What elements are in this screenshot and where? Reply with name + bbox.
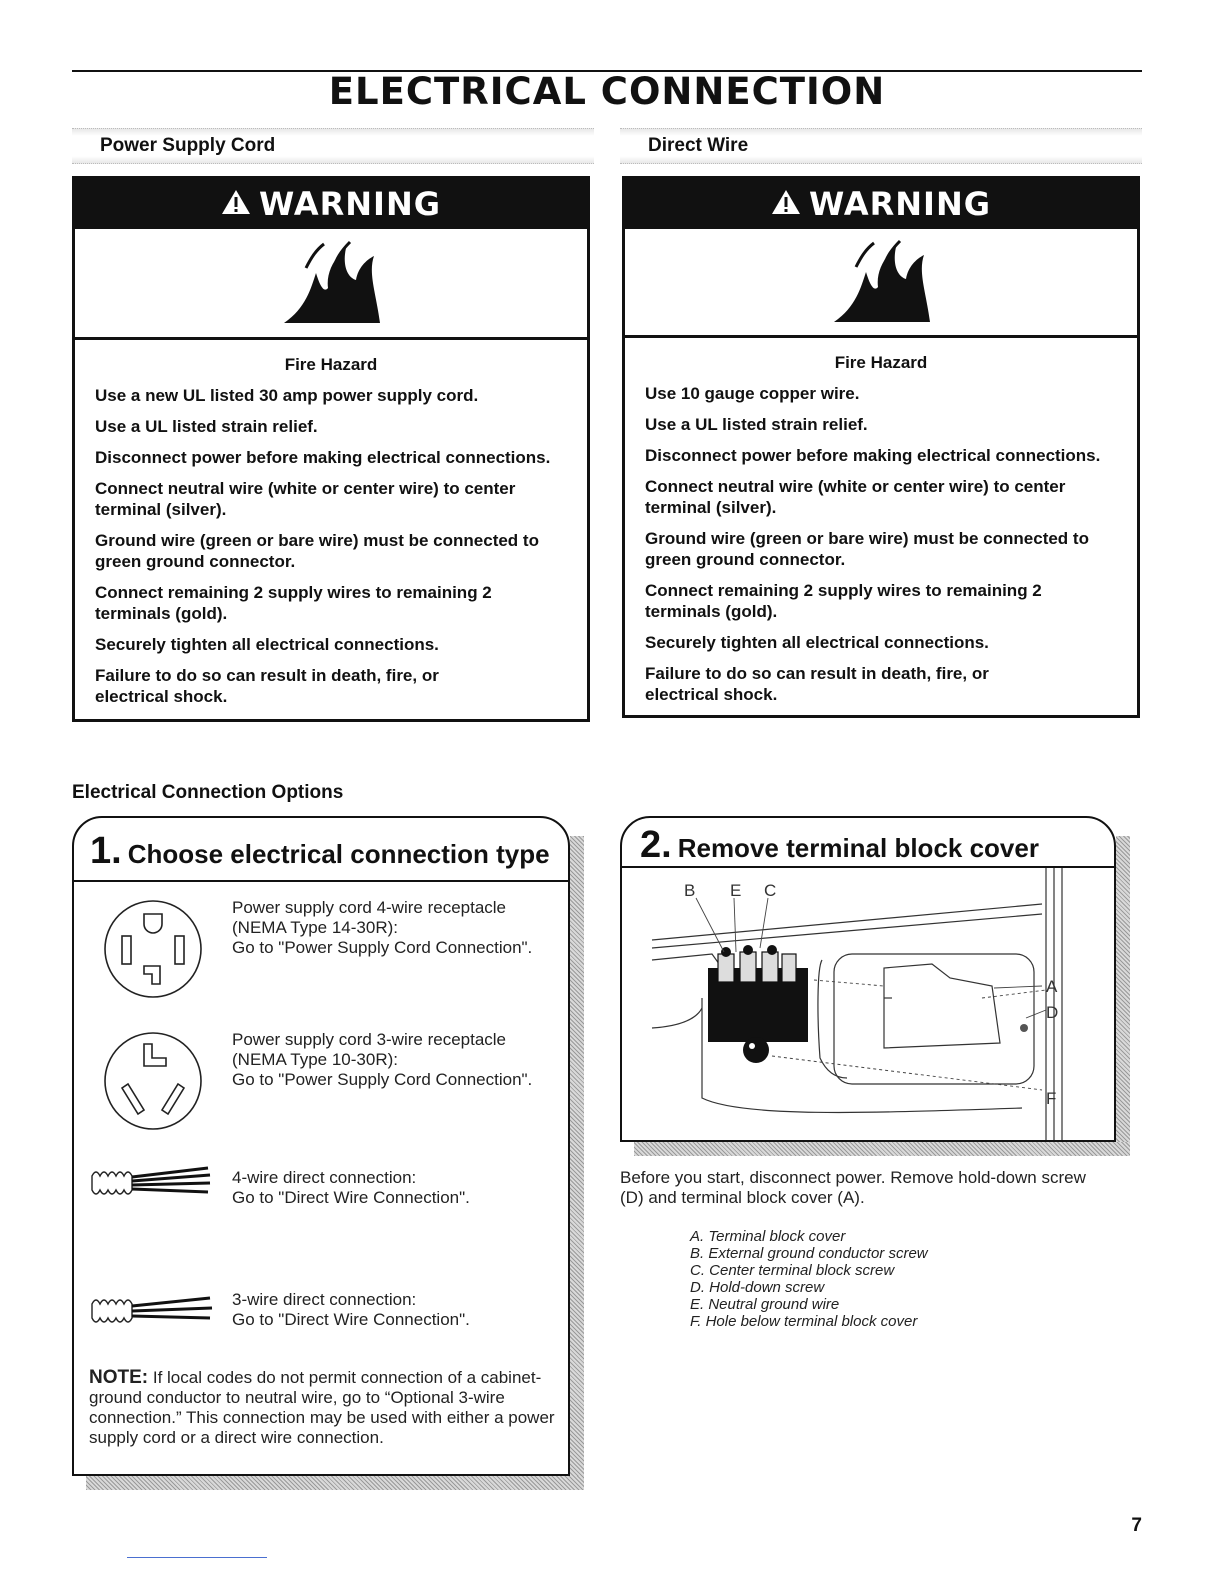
warning-line: Disconnect power before making electrical connections. xyxy=(95,448,551,467)
legend-item: E. Neutral ground wire xyxy=(690,1296,840,1313)
warning-box-power-cord xyxy=(72,176,590,722)
warning-box-direct-wire xyxy=(622,176,1140,718)
direct-wire-subhead: Direct Wire xyxy=(648,135,749,156)
options-section-label: Electrical Connection Options xyxy=(72,782,344,803)
power-supply-cord-subhead-band xyxy=(72,128,594,164)
option-4-wire-receptacle-text: Power supply cord 4-wire receptacle (NEMA Type 14-30R): Go to "Power Supply Cord Connection". xyxy=(232,898,533,957)
3-wire-cable-icon xyxy=(90,1294,214,1333)
warning-line: Disconnect power before making electrical connections. xyxy=(645,446,1101,465)
hazard-title: Fire Hazard xyxy=(834,353,928,372)
warning-banner-text: WARNING xyxy=(259,185,441,223)
fire-hazard-icon xyxy=(625,229,1137,338)
page-number: 7 xyxy=(1131,1515,1142,1536)
diagram-label-b: B xyxy=(684,881,696,900)
warning-line: Securely tighten all electrical connections. xyxy=(645,633,989,652)
warning-line: Connect remaining 2 supply wires to remaining 2 terminals (gold). xyxy=(95,583,492,623)
step1-panel xyxy=(72,816,584,1490)
warning-line: Failure to do so can result in death, fire, or electrical shock. xyxy=(95,666,439,706)
note-text: If local codes do not permit connection of a cabinet-ground conductor to neutral wire, go to “Optional 3-wire connection.” This connection may be used with either a power supply cord or a direct wire connection. xyxy=(89,1368,555,1447)
direct-wire-subhead-band xyxy=(620,128,1142,164)
diagram-label-c: C xyxy=(764,881,777,900)
page-title: ELECTRICAL CONNECTION xyxy=(328,70,886,113)
diagram-label-e: E xyxy=(730,881,742,900)
warning-line: Connect neutral wire (white or center wire) to center terminal (silver). xyxy=(95,479,516,519)
warning-line: Failure to do so can result in death, fire, or electrical shock. xyxy=(645,664,989,704)
warning-line: Securely tighten all electrical connections. xyxy=(95,635,439,654)
footer-link-underline xyxy=(127,1557,267,1558)
step2-number: 2. xyxy=(640,824,672,866)
step1-note xyxy=(89,1368,555,1448)
fire-hazard-icon xyxy=(75,229,587,340)
option-4-wire-direct-text: 4-wire direct connection: Go to "Direct Wire Connection". xyxy=(232,1168,470,1207)
warning-banner xyxy=(625,179,1137,229)
diagram-label-f: F xyxy=(1046,1089,1057,1108)
legend-item: B. External ground conductor screw xyxy=(690,1245,928,1262)
terminal-block-diagram xyxy=(622,868,1114,1140)
warning-line: Connect neutral wire (white or center wire) to center terminal (silver). xyxy=(645,477,1066,517)
warning-line: Connect remaining 2 supply wires to remaining 2 terminals (gold). xyxy=(645,581,1042,621)
warning-triangle-icon xyxy=(221,185,251,223)
warning-banner-text: WARNING xyxy=(809,185,991,223)
legend-item: A. Terminal block cover xyxy=(690,1228,846,1245)
warning-banner xyxy=(75,179,587,229)
4-wire-cable-icon xyxy=(90,1166,214,1205)
step2-caption: Before you start, disconnect power. Remove hold-down screw (D) and terminal block cover (A). xyxy=(620,1168,1086,1207)
warning-line: Use a new UL listed 30 amp power supply cord. xyxy=(95,386,479,405)
4-wire-receptacle-icon xyxy=(100,896,206,1007)
step2-title xyxy=(640,824,1039,867)
step2-legend xyxy=(690,1228,928,1330)
diagram-label-d: D xyxy=(1046,1003,1059,1022)
step2-title-text: Remove terminal block cover xyxy=(677,833,1039,863)
warning-line: Ground wire (green or bare wire) must be connected to green ground connector. xyxy=(95,531,539,571)
hazard-title: Fire Hazard xyxy=(284,355,378,374)
option-3-wire-direct-text: 3-wire direct connection: Go to "Direct Wire Connection". xyxy=(232,1290,470,1329)
warning-line: Use a UL listed strain relief. xyxy=(95,417,318,436)
step1-number: 1. xyxy=(90,830,122,872)
diagram-label-a: A xyxy=(1046,977,1058,996)
legend-item: F. Hole below terminal block cover xyxy=(690,1313,918,1330)
warning-line: Use a UL listed strain relief. xyxy=(645,415,868,434)
note-label: NOTE: xyxy=(89,1367,149,1388)
warning-line: Ground wire (green or bare wire) must be connected to green ground connector. xyxy=(645,529,1089,569)
legend-item: D. Hold-down screw xyxy=(690,1279,825,1296)
power-supply-cord-subhead: Power Supply Cord xyxy=(100,135,276,156)
3-wire-receptacle-icon xyxy=(100,1028,206,1139)
step2-panel xyxy=(620,816,1130,1156)
step1-title-text: Choose electrical connection type xyxy=(127,839,550,869)
step1-title xyxy=(90,830,550,873)
option-3-wire-receptacle-text: Power supply cord 3-wire receptacle (NEMA Type 10-30R): Go to "Power Supply Cord Connection". xyxy=(232,1030,533,1089)
warning-triangle-icon xyxy=(771,185,801,223)
legend-item: C. Center terminal block screw xyxy=(690,1262,895,1279)
warning-line: Use 10 gauge copper wire. xyxy=(645,384,860,403)
